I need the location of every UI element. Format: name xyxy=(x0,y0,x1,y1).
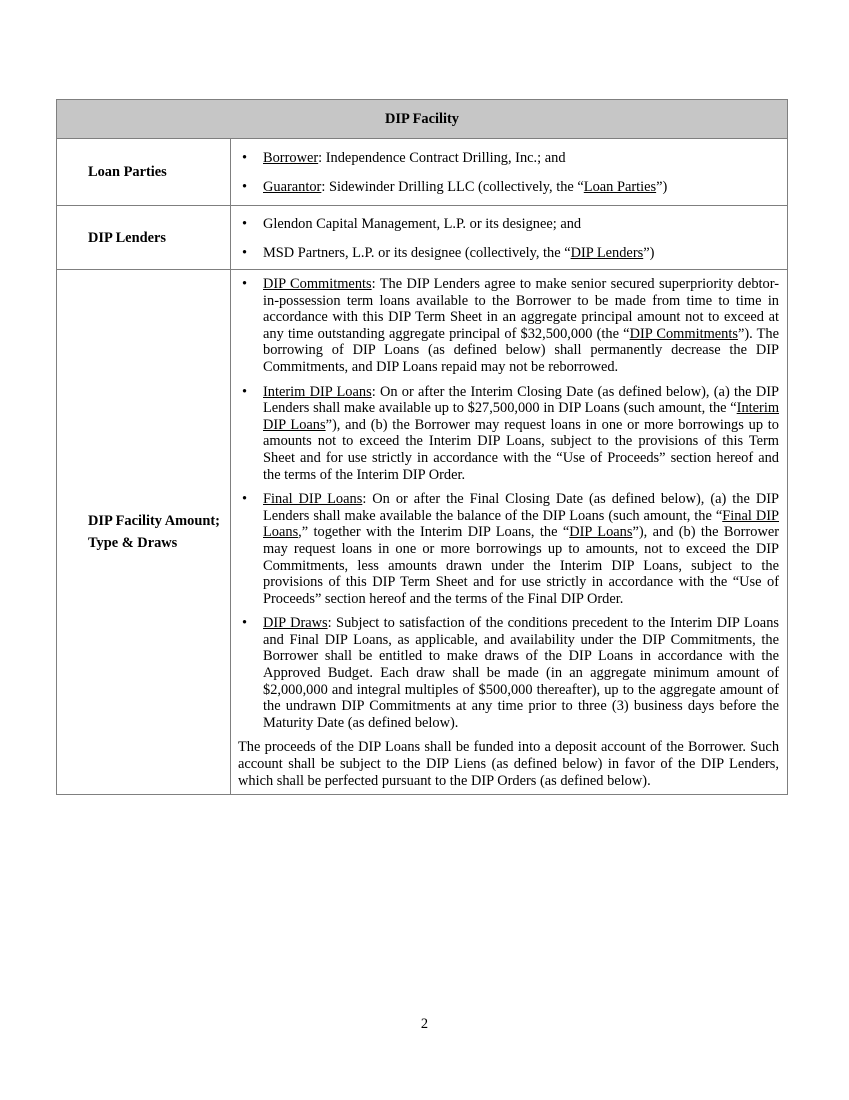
row-dip-lenders xyxy=(57,206,788,270)
list-item-final-dip-loans xyxy=(238,491,779,607)
list-item-dip-draws xyxy=(238,615,779,731)
list-item xyxy=(238,245,779,262)
proceeds-paragraph: The proceeds of the DIP Loans shall be funded into a deposit account of the Borrower. Such account shall be subject to the DIP Liens (as defined below) in favor of the DIP Lenders, which shall be perfected pursuant to the DIP Orders (as defined below). xyxy=(238,739,780,789)
defined-term: DIP Commitments xyxy=(629,325,738,342)
row-content-dip-lenders xyxy=(231,206,788,270)
defined-term: Guarantor xyxy=(263,179,322,195)
defined-term: DIP Lenders xyxy=(570,244,644,261)
defined-term: Borrower xyxy=(263,150,319,167)
row-content-dip-facility xyxy=(231,270,788,795)
dip-lenders-list xyxy=(238,216,779,261)
row-loan-parties xyxy=(57,139,788,206)
list-item-interim-dip-loans xyxy=(238,384,779,484)
bullet-icon: • xyxy=(242,244,248,261)
page-number: 2 xyxy=(420,1016,429,1032)
list-item xyxy=(238,179,779,196)
item-text: : Subject to satisfaction of the conditions precedent to the Interim DIP Loans and Final DIP Loans, as applicable, and availability under the DIP Commitments, the Borrower shall be entitled to make draws of the DIP Loans in accordance with the Approved Budget. Each draw shall be made (in an aggregate minimum amount of $2,000,000 and integral multiples of $500,000 thereafter), up to the aggregate amount of the undrawn DIP Commitments at any time prior to three (3) business days before the Maturity Date (as defined below). xyxy=(263,615,780,731)
dip-facility-list xyxy=(238,276,779,731)
list-item-dip-commitments xyxy=(238,276,779,376)
list-item xyxy=(238,150,779,167)
item-text: ”) xyxy=(656,179,668,195)
dip-term-sheet-table xyxy=(56,99,788,795)
table-header: DIP Facility xyxy=(57,100,788,139)
item-text: : Sidewinder Drilling LLC (collectively, the “ xyxy=(321,179,584,195)
loan-parties-list xyxy=(238,150,779,195)
defined-term: Interim DIP Loans xyxy=(263,383,372,400)
item-text: : On or after the Interim Closing Date (as defined below), (a) the DIP Lenders shall make available up to $27,500,000 in DIP Loans (such amount, the “ xyxy=(263,383,780,417)
row-label-dip-facility: DIP Facility Amount; Type & Draws xyxy=(57,270,231,795)
item-text: ”), and (b) the Borrower may request loans in one or more borrowings up to amounts not to exceed the Interim DIP Loans, subject to the provisions of this Term Sheet and for use strictly in accordance with the “Use of Proceeds” section hereof and the terms of the Interim DIP Order. xyxy=(263,416,780,483)
list-item xyxy=(238,216,779,233)
item-text: ”) xyxy=(643,244,655,261)
bullet-icon: • xyxy=(242,491,248,508)
item-text: Glendon Capital Management, L.P. or its designee; and xyxy=(263,215,582,232)
item-text: ”). The borrowing of DIP Loans (as defined below) shall permanently decrease the DIP Commitments, and DIP Loans repaid may not be reborrowed. xyxy=(263,325,780,375)
defined-term: DIP Commitments xyxy=(263,276,372,292)
bullet-icon: • xyxy=(242,383,248,400)
bullet-icon: • xyxy=(242,150,248,167)
bullet-icon: • xyxy=(242,215,248,232)
item-text: ,” together with the Interim DIP Loans, the “ xyxy=(298,524,570,541)
item-text: : On or after the Final Closing Date (as defined below), (a) the DIP Lenders shall make available the balance of the DIP Loans (such amount, the “ xyxy=(263,491,780,524)
item-text: : The DIP Lenders agree to make senior secured superpriority debtor-in-possession term loans available to the Borrower to be made from time to time in accordance with this DIP Term Sheet in an aggregate principal amount not to exceed at any time outstanding aggregate principal of $32,500,000 (the “ xyxy=(263,276,780,342)
defined-term: Final DIP Loans xyxy=(263,491,363,508)
item-text: ”), and (b) the Borrower may request loans in one or more borrowings up to amounts, not to exceed the DIP Commitments, less amounts drawn under the Interim DIP Loans, subject to the provisions of this DIP Term Sheet and for use strictly in accordance with the “Use of Proceeds” section hereof and the terms of the Final DIP Order. xyxy=(263,524,780,607)
defined-term: Final DIP Loans xyxy=(263,507,780,541)
bullet-icon: • xyxy=(242,179,248,195)
item-text: MSD Partners, L.P. or its designee (collectively, the “ xyxy=(263,244,571,261)
bullet-icon: • xyxy=(242,276,248,292)
row-content-loan-parties xyxy=(231,139,788,206)
defined-term: DIP Loans xyxy=(569,524,633,541)
row-label-dip-lenders: DIP Lenders xyxy=(57,206,231,270)
defined-term: Loan Parties xyxy=(583,179,657,195)
row-label-loan-parties: Loan Parties xyxy=(57,139,231,206)
item-text: : Independence Contract Drilling, Inc.; and xyxy=(318,150,566,167)
table-header-row xyxy=(57,100,788,139)
defined-term: DIP Draws xyxy=(263,615,328,632)
defined-term: Interim DIP Loans xyxy=(263,400,780,433)
row-dip-facility xyxy=(57,270,788,795)
bullet-icon: • xyxy=(242,615,248,632)
